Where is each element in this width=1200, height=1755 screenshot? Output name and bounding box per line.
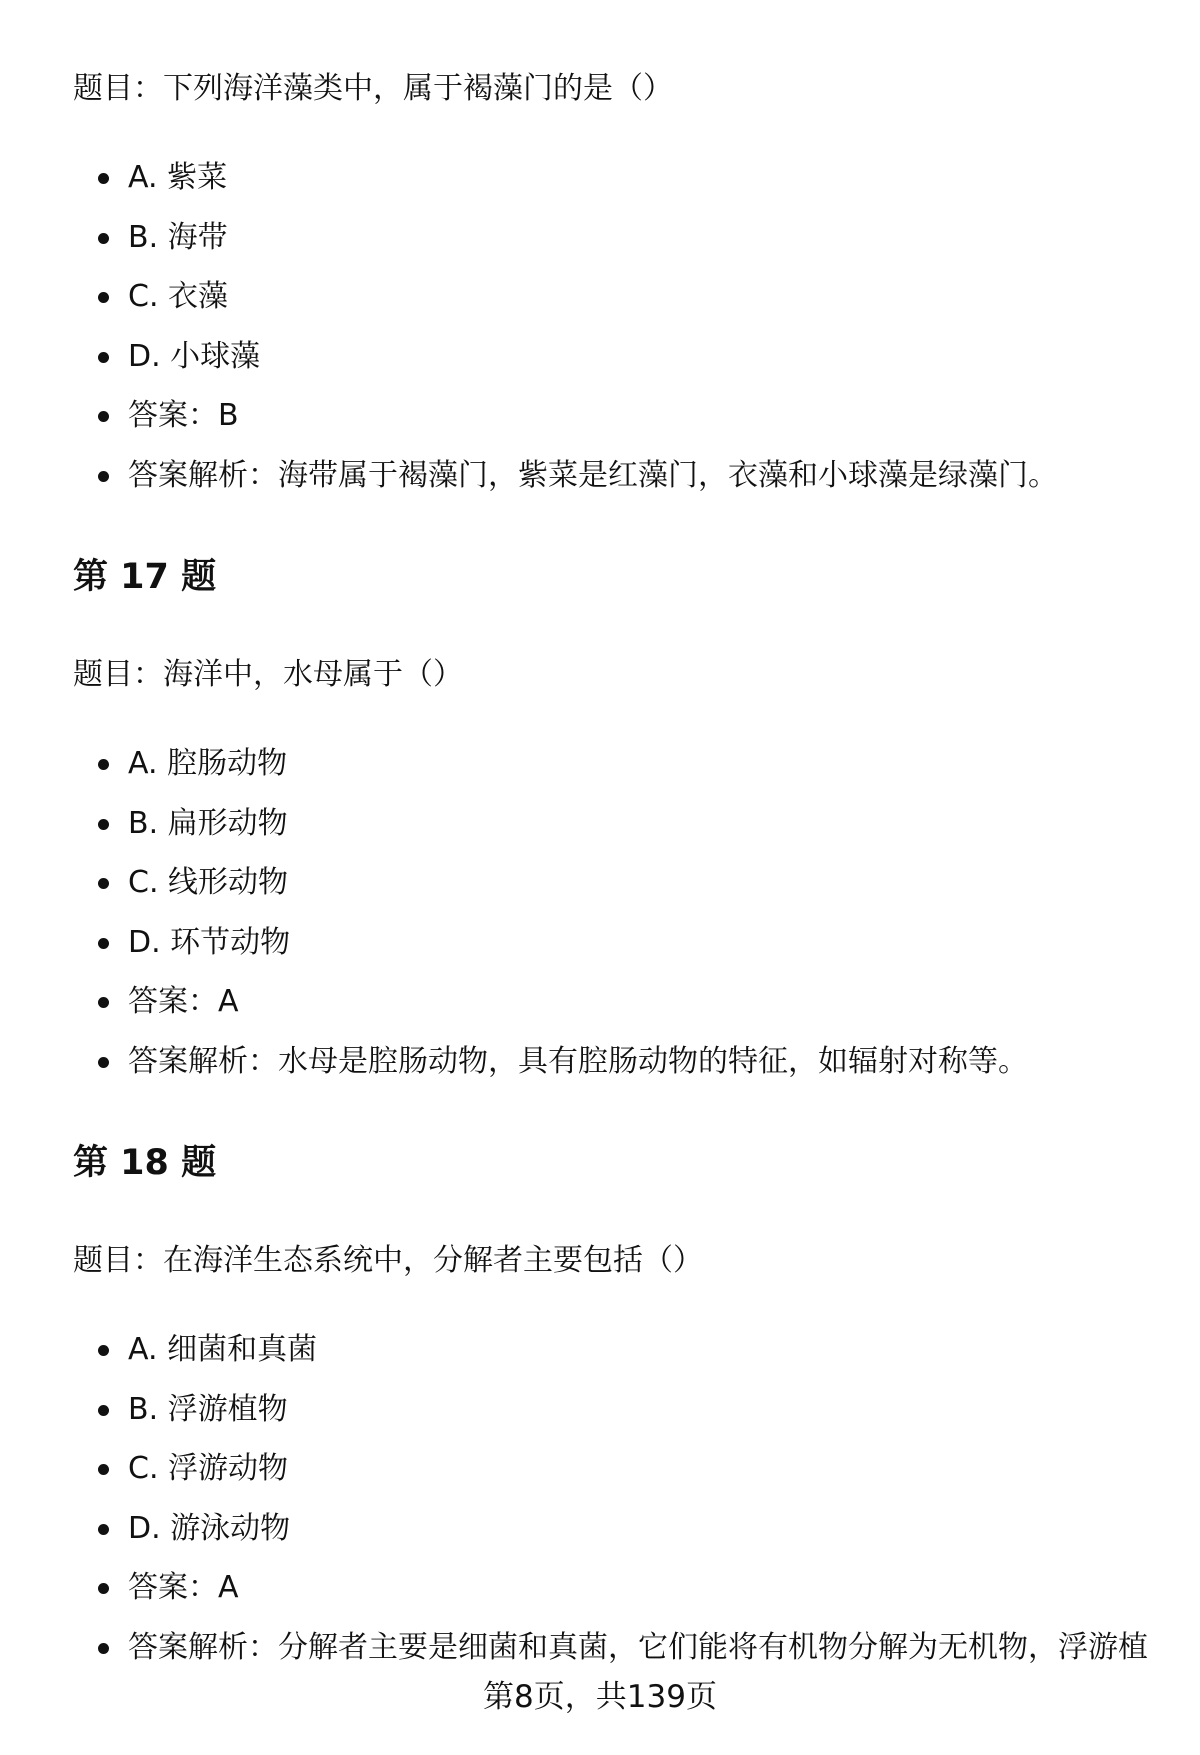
bullet-icon xyxy=(98,1643,109,1654)
option-text: D. 游泳动物 xyxy=(128,1510,291,1546)
option-d xyxy=(0,1509,1200,1569)
answer-text: 答案：A xyxy=(128,984,239,1019)
bullet-icon xyxy=(98,1405,109,1416)
option-c xyxy=(0,1449,1200,1509)
option-b xyxy=(0,1390,1200,1450)
answer xyxy=(0,982,1200,1042)
bullet-icon xyxy=(98,997,109,1008)
bullet-icon xyxy=(98,173,109,184)
option-d xyxy=(0,337,1200,397)
option-text: C. 衣藻 xyxy=(128,279,229,314)
answer-explanation xyxy=(0,1042,1200,1102)
bullet-icon xyxy=(98,819,109,830)
option-text: A. 细菌和真菌 xyxy=(128,1332,318,1367)
bullet-icon xyxy=(98,1057,109,1068)
option-b xyxy=(0,218,1200,278)
bullet-icon xyxy=(98,1583,109,1594)
bullet-icon xyxy=(98,938,109,949)
answer xyxy=(0,1568,1200,1628)
option-text: D. 小球藻 xyxy=(128,338,261,374)
option-text: B. 海带 xyxy=(128,219,228,255)
option-b xyxy=(0,804,1200,864)
option-text: D. 环节动物 xyxy=(128,924,291,960)
question-17-heading: 第 17 题 xyxy=(73,557,217,597)
question-16-options xyxy=(0,158,1200,515)
question-18-heading: 第 18 题 xyxy=(73,1143,217,1183)
answer-explanation xyxy=(0,456,1200,516)
bullet-icon xyxy=(98,878,109,889)
explanation-text: 答案解析：水母是腔肠动物，具有腔肠动物的特征，如辐射对称等。 xyxy=(128,1043,1028,1079)
bullet-icon xyxy=(98,471,109,482)
option-text: B. 浮游植物 xyxy=(128,1391,288,1427)
bullet-icon xyxy=(98,411,109,422)
question-17-options xyxy=(0,744,1200,1101)
option-text: B. 扁形动物 xyxy=(128,805,288,841)
option-a xyxy=(0,1330,1200,1390)
bullet-icon xyxy=(98,292,109,303)
explanation-text: 答案解析：分解者主要是细菌和真菌，它们能将有机物分解为无机物，浮游植 xyxy=(128,1629,1148,1665)
bullet-icon xyxy=(98,759,109,770)
option-d xyxy=(0,923,1200,983)
answer-text: 答案：A xyxy=(128,1570,239,1605)
question-17-stem: 题目：海洋中，水母属于（） xyxy=(73,657,463,692)
bullet-icon xyxy=(98,1345,109,1356)
option-text: A. 紫菜 xyxy=(128,160,228,195)
bullet-icon xyxy=(98,1524,109,1535)
page-number-footer: 第8页，共139页 xyxy=(483,1679,717,1715)
answer-text: 答案：B xyxy=(128,398,239,433)
option-a xyxy=(0,158,1200,218)
question-18-stem: 题目：在海洋生态系统中，分解者主要包括（） xyxy=(73,1243,703,1278)
option-text: A. 腔肠动物 xyxy=(128,746,288,781)
question-16-stem: 题目：下列海洋藻类中，属于褐藻门的是（） xyxy=(73,71,673,106)
option-text: C. 浮游动物 xyxy=(128,1451,289,1486)
explanation-text: 答案解析：海带属于褐藻门，紫菜是红藻门，衣藻和小球藻是绿藻门。 xyxy=(128,457,1058,493)
option-text: C. 线形动物 xyxy=(128,865,289,900)
question-18-options xyxy=(0,1330,1200,1687)
bullet-icon xyxy=(98,1464,109,1475)
bullet-icon xyxy=(98,233,109,244)
bullet-icon xyxy=(98,352,109,363)
answer xyxy=(0,396,1200,456)
option-a xyxy=(0,744,1200,804)
option-c xyxy=(0,277,1200,337)
option-c xyxy=(0,863,1200,923)
